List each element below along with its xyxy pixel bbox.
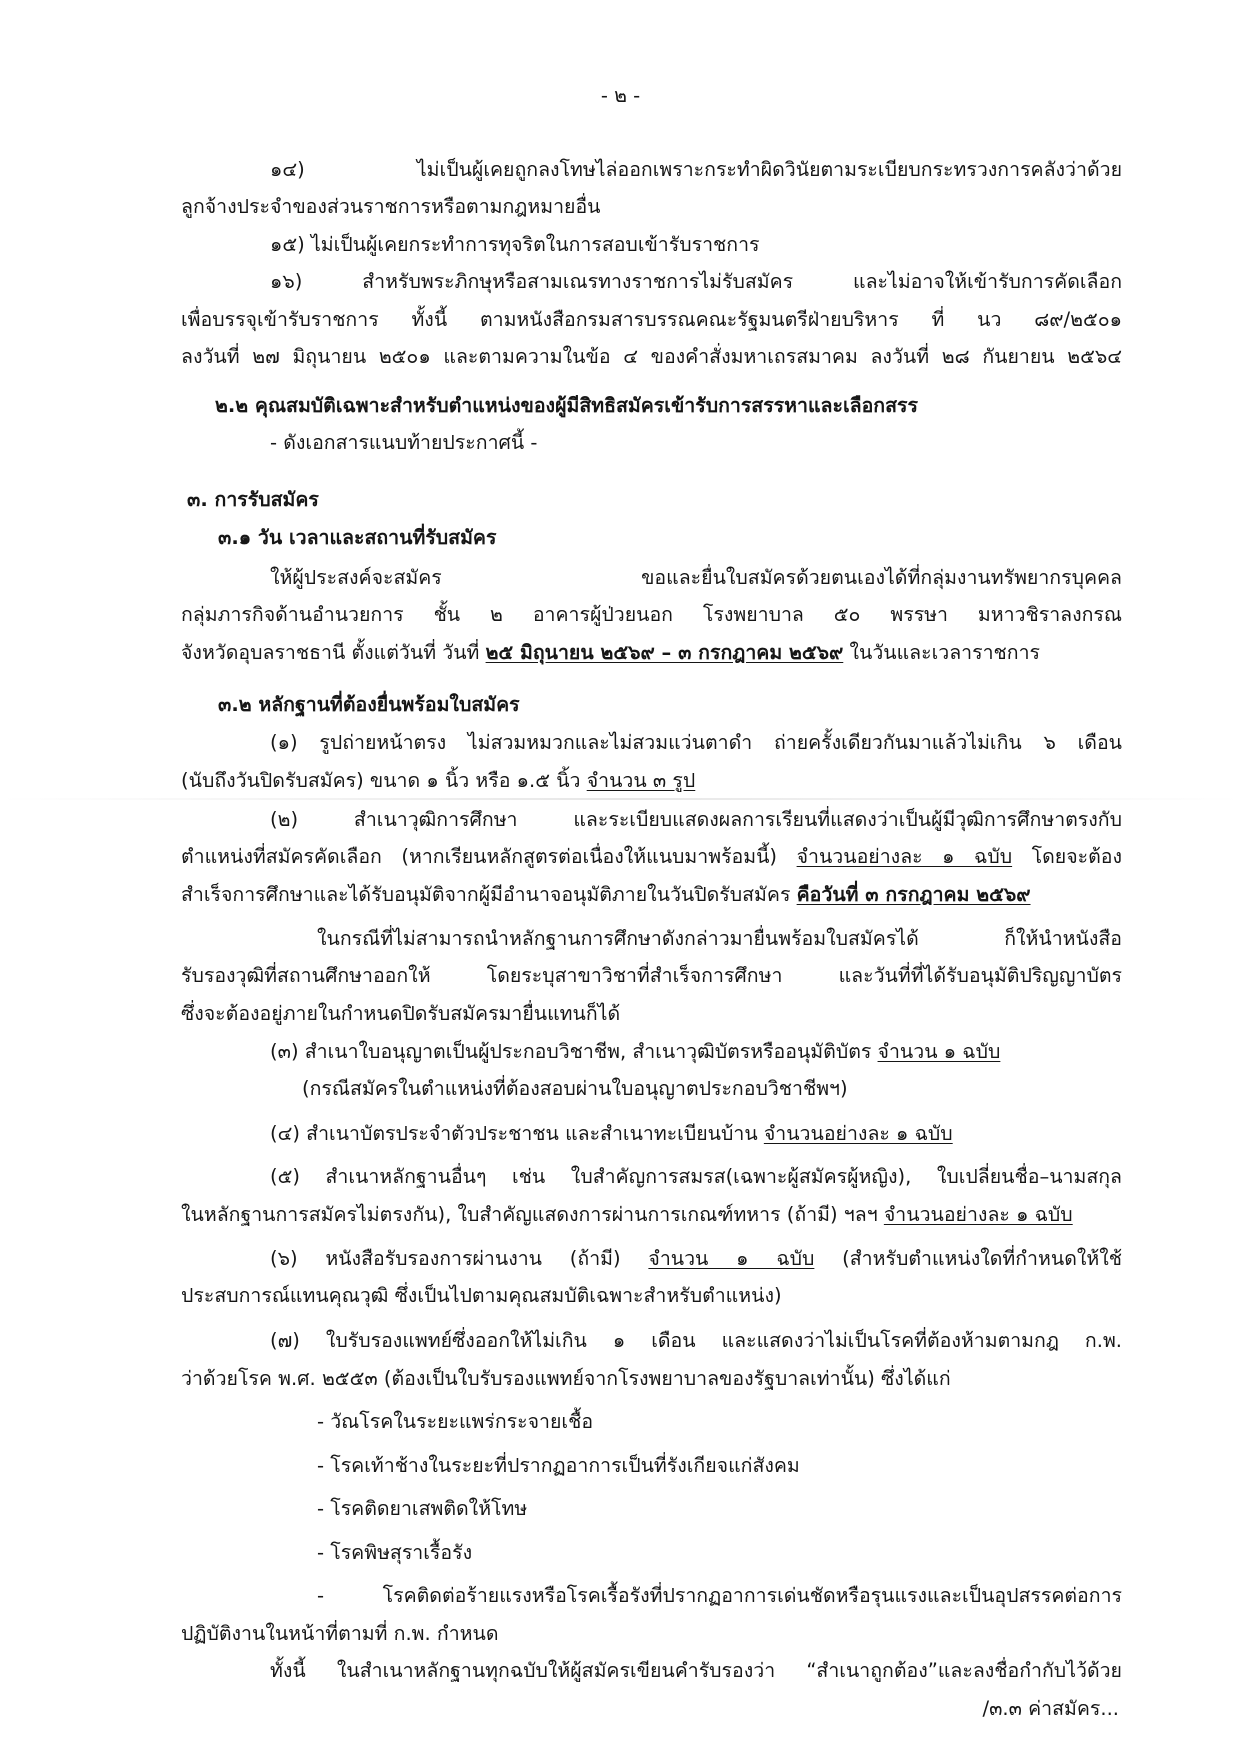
disease-item: - วัณโรคในระยะแพร่กระจายเชื้อ: [317, 1410, 594, 1433]
doc-2-line-2-suffix: โดยจะต้อง: [1012, 845, 1123, 868]
doc-6-line-1-text: (๖) หนังสือรับรองการผ่านงาน (ถ้ามี): [270, 1247, 649, 1270]
scan-fold-mark: [0, 798, 1241, 800]
doc-1-line-1: (๑) รูปถ่ายหน้าตรง ไม่สวมหมวกและไม่สวมแว่นตาดำ ถ่ายครั้งเดียวกันมาแล้วไม่เกิน ๖ เดือน: [270, 731, 1122, 754]
section-3-1-line-2: กลุ่มภารกิจด้านอำนวยการ ชั้น ๒ อาคารผู้ป่วยนอก โรงพยาบาล ๕๐ พรรษา มหาวชิราลงกรณ: [181, 603, 1122, 626]
certification-instruction: ทั้งนี้ ในสำเนาหลักฐานทุกฉบับให้ผู้สมัครเขียนคำรับรองว่า “สำเนาถูกต้อง”และลงชื่อกำกับไว้ด้วย: [270, 1659, 1122, 1682]
doc-3-line-1: [270, 1038, 1000, 1066]
section-3-1-line-3-prefix: จังหวัดอุบลราชธานี ตั้งแต่วันที่ วันที่: [181, 641, 486, 664]
doc-2-note-line-3: ซึ่งจะต้องอยู่ภายในกำหนดปิดรับสมัครมายื่นแทนก็ได้: [181, 1002, 621, 1025]
disease-item-5-line-2: ปฏิบัติงานในหน้าที่ตามที่ ก.พ. กำหนด: [181, 1622, 499, 1645]
doc-2-line-1: (๒) สำเนาวุฒิการศึกษา และระเบียบแสดงผลการเรียนที่แสดงว่าเป็นผู้มีวุฒิการศึกษาตรงกับ: [270, 808, 1122, 831]
doc-2-note-line-1: ในกรณีที่ไม่สามารถนำหลักฐานการศึกษาดังกล่าวมายื่นพร้อมใบสมัครได้ ก็ให้นำหนังสือ: [317, 927, 1122, 950]
item-14-line-2: ลูกจ้างประจำของส่วนราชการหรือตามกฎหมายอื่น: [181, 195, 601, 218]
disease-item: - โรคพิษสุราเรื้อรัง: [317, 1541, 473, 1564]
section-3-1-line-3: [181, 639, 1040, 667]
disease-item: - โรคติดยาเสพติดให้โทษ: [317, 1497, 528, 1520]
item-14-line-1: ๑๔) ไม่เป็นผู้เคยถูกลงโทษไล่ออกเพราะกระทำผิดวินัยตามระเบียบกระทรวงการคลังว่าด้วย: [270, 158, 1122, 181]
continuation-marker: /๓.๓ ค่าสมัคร...: [982, 1697, 1119, 1720]
doc-1-line-2-text: (นับถึงวันปิดรับสมัคร) ขนาด ๑ นิ้ว หรือ ๑.๕ นิ้ว: [181, 769, 587, 792]
closing-date: คือวันที่ ๓ กรกฎาคม ๒๕๖๙: [796, 883, 1031, 906]
doc-1-line-2: [181, 767, 695, 795]
doc-6-line-1-suffix: (สำหรับตำแหน่งใดที่กำหนดให้ใช้: [814, 1247, 1122, 1270]
doc-3-quantity: จำนวน ๑ ฉบับ: [877, 1040, 1001, 1063]
item-16-line-2: เพื่อบรรจุเข้ารับราชการ ทั้งนี้ ตามหนังสือกรมสารบรรณคณะรัฐมนตรีฝ่ายบริหาร ที่ นว ๘๙/๒๕๐๑: [181, 308, 1122, 331]
doc-2-line-3: [181, 881, 1031, 909]
doc-5-line-1: (๕) สำเนาหลักฐานอื่นๆ เช่น ใบสำคัญการสมรส(เฉพาะผู้สมัครผู้หญิง), ใบเปลี่ยนชื่อ–นามสกุล: [270, 1165, 1122, 1188]
doc-5-line-2: [181, 1201, 1073, 1229]
doc-2-line-3-text: สำเร็จการศึกษาและได้รับอนุมัติจากผู้มีอำนาจอนุมัติภายในวันปิดรับสมัคร: [181, 883, 797, 906]
doc-5-quantity: จำนวนอย่างละ ๑ ฉบับ: [883, 1203, 1073, 1226]
doc-4-quantity: จำนวนอย่างละ ๑ ฉบับ: [763, 1122, 953, 1145]
doc-4-text: (๔) สำเนาบัตรประจำตัวประชาชน และสำเนาทะเบียนบ้าน: [270, 1122, 764, 1145]
item-16-line-3: ลงวันที่ ๒๗ มิถุนายน ๒๕๐๑ และตามความในข้อ ๔ ของคำสั่งมหาเถรสมาคม ลงวันที่ ๒๘ กันยายน ๒๕๖๔: [181, 345, 1122, 368]
section-2-2-heading: ๒.๒ คุณสมบัติเฉพาะสำหรับตำแหน่งของผู้มีสิทธิสมัครเข้ารับการสรรหาและเลือกสรร: [215, 394, 918, 417]
doc-7-line-1: (๗) ใบรับรองแพทย์ซึ่งออกให้ไม่เกิน ๑ เดือน และแสดงว่าไม่เป็นโรคที่ต้องห้ามตามกฎ ก.พ.: [270, 1329, 1122, 1352]
doc-7-line-2: ว่าด้วยโรค พ.ศ. ๒๕๕๓ (ต้องเป็นใบรับรองแพทย์จากโรงพยาบาลของรัฐบาลเท่านั้น) ซึ่งได้แก่: [181, 1367, 951, 1390]
doc-3-line-1-text: (๓) สำเนาใบอนุญาตเป็นผู้ประกอบวิชาชีพ, สำเนาวุฒิบัตรหรืออนุมัติบัตร: [270, 1040, 878, 1063]
page-number: - ๒ -: [600, 84, 641, 107]
section-3-2-heading: ๓.๒ หลักฐานที่ต้องยื่นพร้อมใบสมัคร: [218, 693, 520, 716]
doc-5-line-2-text: ในหลักฐานการสมัครไม่ตรงกัน), ใบสำคัญแสดงการผ่านการเกณฑ์ทหาร (ถ้ามี) ฯลฯ: [181, 1203, 884, 1226]
doc-2-note-line-2: รับรองวุฒิที่สถานศึกษาออกให้ โดยระบุสาขาวิชาที่สำเร็จการศึกษา และวันที่ที่ได้รับอนุมัติปริญญาบัตร: [181, 964, 1122, 987]
disease-item: - โรคเท้าช้างในระยะที่ปรากฏอาการเป็นที่รังเกียจแก่สังคม: [317, 1454, 800, 1477]
item-15: ๑๕) ไม่เป็นผู้เคยกระทำการทุจริตในการสอบเข้ารับราชการ: [270, 233, 760, 256]
doc-4: [270, 1120, 953, 1148]
doc-6-line-2: ประสบการณ์แทนคุณวุฒิ ซึ่งเป็นไปตามคุณสมบัติเฉพาะสำหรับตำแหน่ง): [181, 1284, 782, 1307]
section-3-heading: ๓. การรับสมัคร: [187, 488, 319, 511]
doc-2-quantity: จำนวนอย่างละ ๑ ฉบับ: [796, 845, 1013, 868]
section-3-1-line-1: ให้ผู้ประสงค์จะสมัคร ขอและยื่นใบสมัครด้วยตนเองได้ที่กลุ่มงานทรัพยากรบุคคล: [270, 566, 1122, 589]
item-16-line-1: ๑๖) สำหรับพระภิกษุหรือสามเณรทางราชการไม่รับสมัคร และไม่อาจให้เข้ารับการคัดเลือก: [270, 270, 1122, 293]
doc-3-line-2: (กรณีสมัครในตำแหน่งที่ต้องสอบผ่านใบอนุญาตประกอบวิชาชีพฯ): [302, 1077, 848, 1100]
doc-6-line-1: [270, 1245, 1122, 1273]
section-3-1-line-3-suffix: ในวันและเวลาราชการ: [843, 641, 1041, 664]
application-period-dates: ๒๕ มิถุนายน ๒๕๖๙ – ๓ กรกฎาคม ๒๕๖๙: [485, 641, 844, 664]
disease-item-5-line-1: - โรคติดต่อร้ายแรงหรือโรคเรื้อรังที่ปรากฏอาการเด่นชัดหรือรุนแรงและเป็นอุปสรรคต่อการ: [317, 1584, 1122, 1607]
doc-2-line-2: [181, 843, 1122, 871]
doc-6-quantity: จำนวน ๑ ฉบับ: [648, 1247, 815, 1270]
doc-1-quantity: จำนวน ๓ รูป: [586, 769, 696, 792]
section-2-2-note: - ดังเอกสารแนบท้ายประกาศนี้ -: [270, 431, 538, 454]
section-3-1-heading: ๓.๑ วัน เวลาและสถานที่รับสมัคร: [218, 526, 497, 549]
doc-2-line-2-text: ตำแหน่งที่สมัครคัดเลือก (หากเรียนหลักสูตรต่อเนื่องให้แนบมาพร้อมนี้): [181, 845, 797, 868]
